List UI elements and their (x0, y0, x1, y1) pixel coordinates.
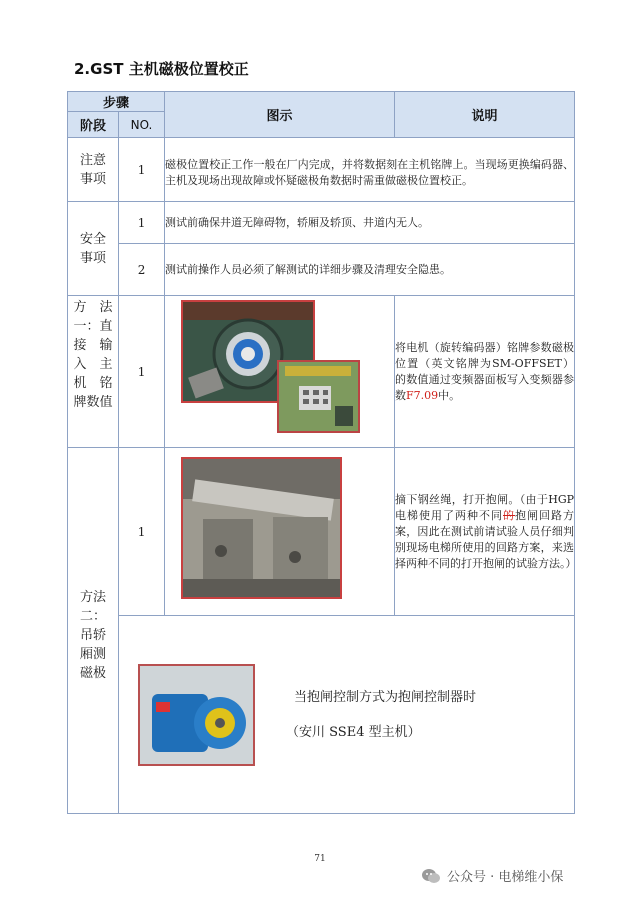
section-title: 2.GST 主机磁极位置校正 (74, 60, 249, 78)
watermark (421, 866, 563, 885)
row-no: 2 (119, 244, 165, 296)
sse4-motor-photo (138, 664, 255, 766)
row-no: 1 (119, 138, 165, 202)
note-line-2: （安川 SSE4 型主机） (286, 725, 421, 740)
safety-text-2: 测试前操作人员必须了解测试的详细步骤及清理安全隐患。 (165, 244, 575, 296)
table-row (68, 296, 575, 448)
wechat-icon (421, 868, 441, 884)
header-steps: 步骤 (68, 92, 165, 112)
row-no: 1 (119, 296, 165, 448)
header-explain: 说明 (395, 92, 575, 138)
table-row (68, 244, 575, 296)
method-2-text: 摘下钢丝绳，打开抱闸。（由于HGP 电梯使用了两种不同的抱闸回路方案，因此在测试前请试验人员仔细判别现场电梯所使用的回路方案，来选择两种不同的打开抱闸的试验方法。） (395, 448, 575, 616)
table-row (68, 138, 575, 202)
struck-char: 的 (503, 508, 516, 522)
safety-text-1: 测试前确保井道无障碍物，轿厢及轿顶、井道内无人。 (165, 202, 575, 244)
stage-method-1: 方 法一：直 接输 入主 机铭 牌数值 (68, 296, 119, 448)
motor-image (140, 666, 253, 764)
stage-method-2: 方法二：吊轿厢测磁极 (68, 448, 119, 814)
row-no: 1 (119, 448, 165, 616)
brake-photo (181, 457, 342, 599)
header-no: NO. (119, 112, 165, 138)
row-no: 1 (119, 202, 165, 244)
calibration-table (67, 91, 575, 814)
table-row (68, 616, 575, 814)
watermark-text: 公众号 · 电梯维小保 (447, 870, 564, 885)
header-stage: 阶段 (68, 112, 119, 138)
header-figure: 图示 (165, 92, 395, 138)
page-number: 71 (314, 854, 326, 864)
note-line-1: 当抱闸控制方式为抱闸控制器时 (294, 690, 477, 705)
method-1-text: 将电机（旋转编码器）铭牌参数磁极位置（英文铭牌为SM-OFFSET）的数值通过变频器面板写入变频器参数F7.09中。 (395, 296, 575, 448)
notes-text: 磁极位置校正工作一般在厂内完成，并将数据刻在主机铭牌上。当现场更换编码器、主机及现场出现故障或怀疑磁极角数据时需重做磁极位置校正。 (165, 138, 575, 202)
table-row (68, 202, 575, 244)
param-code: F7.09 (406, 388, 439, 402)
stage-notes: 注意事项 (68, 138, 119, 202)
board-image (279, 362, 358, 431)
figure-cell-method-2 (165, 448, 395, 616)
brake-controller-note-cell (119, 616, 575, 814)
brake-image (183, 459, 340, 597)
figure-cell-method-1 (165, 296, 395, 448)
table-row (68, 448, 575, 616)
inverter-board-photo (277, 360, 360, 433)
stage-safety: 安全事项 (68, 202, 119, 296)
